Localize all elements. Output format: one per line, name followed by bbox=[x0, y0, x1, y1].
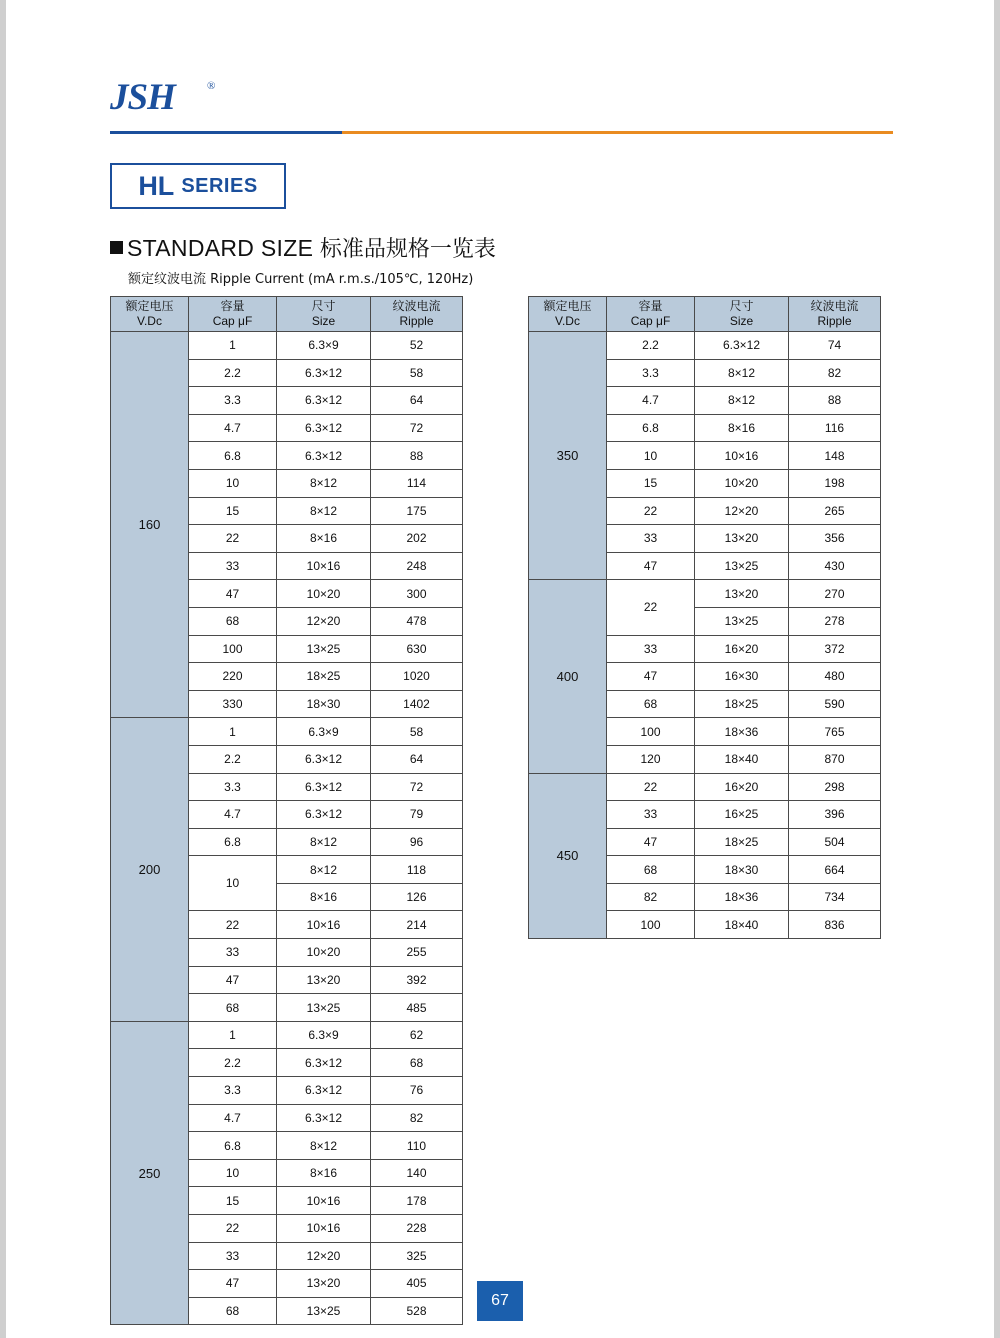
cell-capacitance: 2.2 bbox=[189, 359, 277, 387]
cell-ripple: 278 bbox=[789, 607, 881, 635]
table-row bbox=[529, 580, 881, 608]
header-cap-cn: 容量 bbox=[638, 299, 663, 313]
cell-capacitance: 100 bbox=[189, 635, 277, 663]
cell-voltage: 350 bbox=[529, 332, 607, 580]
cell-size: 8×12 bbox=[277, 1132, 371, 1160]
series-badge bbox=[110, 163, 286, 209]
table-row bbox=[529, 332, 881, 360]
cell-ripple: 480 bbox=[789, 663, 881, 691]
header-voltage-en: V.Dc bbox=[137, 314, 162, 328]
cell-capacitance: 47 bbox=[607, 552, 695, 580]
table-row bbox=[111, 332, 463, 360]
cell-capacitance: 3.3 bbox=[607, 359, 695, 387]
header-size bbox=[277, 297, 371, 332]
table-head bbox=[111, 297, 463, 332]
header-voltage-cn: 额定电压 bbox=[543, 299, 592, 313]
cell-ripple: 58 bbox=[371, 359, 463, 387]
cell-ripple: 405 bbox=[371, 1270, 463, 1298]
page-number-badge: 67 bbox=[477, 1281, 523, 1321]
cell-ripple: 76 bbox=[371, 1077, 463, 1105]
cell-size: 10×16 bbox=[277, 552, 371, 580]
cell-size: 10×16 bbox=[695, 442, 789, 470]
brand-logo-text: JSH bbox=[110, 77, 175, 118]
table-row bbox=[111, 718, 463, 746]
cell-capacitance: 22 bbox=[189, 1215, 277, 1243]
header-ripple-en: Ripple bbox=[817, 314, 852, 328]
table-body-left bbox=[111, 332, 463, 1325]
cell-size: 18×40 bbox=[695, 911, 789, 939]
cell-ripple: 118 bbox=[371, 856, 463, 884]
cell-ripple: 478 bbox=[371, 607, 463, 635]
cell-size: 16×20 bbox=[695, 635, 789, 663]
cell-size: 10×16 bbox=[277, 911, 371, 939]
cell-capacitance: 10 bbox=[189, 1159, 277, 1187]
cell-size: 16×30 bbox=[695, 663, 789, 691]
cell-size: 12×20 bbox=[695, 497, 789, 525]
cell-size: 18×36 bbox=[695, 718, 789, 746]
cell-ripple: 590 bbox=[789, 690, 881, 718]
header-ripple-cn: 纹波电流 bbox=[392, 299, 441, 313]
section-title-en: STANDARD SIZE bbox=[127, 235, 320, 261]
cell-capacitance: 15 bbox=[189, 1187, 277, 1215]
cell-capacitance: 4.7 bbox=[607, 387, 695, 415]
cell-capacitance: 120 bbox=[607, 745, 695, 773]
cell-size: 8×12 bbox=[277, 469, 371, 497]
cell-ripple: 214 bbox=[371, 911, 463, 939]
cell-size: 8×12 bbox=[695, 387, 789, 415]
header-rule bbox=[110, 131, 893, 134]
cell-ripple: 64 bbox=[371, 745, 463, 773]
cell-ripple: 836 bbox=[789, 911, 881, 939]
cell-capacitance: 4.7 bbox=[189, 801, 277, 829]
cell-size: 8×12 bbox=[277, 497, 371, 525]
cell-size: 10×16 bbox=[277, 1215, 371, 1243]
cell-capacitance: 47 bbox=[607, 663, 695, 691]
table-row bbox=[529, 773, 881, 801]
cell-capacitance: 100 bbox=[607, 718, 695, 746]
cell-size: 10×20 bbox=[695, 469, 789, 497]
cell-capacitance: 68 bbox=[189, 1297, 277, 1325]
cell-ripple: 110 bbox=[371, 1132, 463, 1160]
cell-capacitance: 47 bbox=[607, 828, 695, 856]
cell-capacitance: 2.2 bbox=[189, 1049, 277, 1077]
cell-capacitance: 22 bbox=[607, 497, 695, 525]
cell-capacitance: 22 bbox=[189, 911, 277, 939]
cell-size: 18×40 bbox=[695, 745, 789, 773]
header-cap-en: Cap μF bbox=[630, 314, 671, 328]
table-header-row bbox=[529, 297, 881, 332]
cell-ripple: 74 bbox=[789, 332, 881, 360]
cell-size: 13×20 bbox=[277, 966, 371, 994]
cell-ripple: 356 bbox=[789, 525, 881, 553]
cell-capacitance: 1 bbox=[189, 1021, 277, 1049]
cell-ripple: 68 bbox=[371, 1049, 463, 1077]
cell-ripple: 765 bbox=[789, 718, 881, 746]
cell-ripple: 248 bbox=[371, 552, 463, 580]
cell-ripple: 270 bbox=[789, 580, 881, 608]
cell-ripple: 72 bbox=[371, 773, 463, 801]
cell-ripple: 392 bbox=[371, 966, 463, 994]
cell-ripple: 1020 bbox=[371, 663, 463, 691]
cell-ripple: 870 bbox=[789, 745, 881, 773]
header-voltage bbox=[529, 297, 607, 332]
header-cap-en: Cap μF bbox=[212, 314, 253, 328]
cell-ripple: 126 bbox=[371, 883, 463, 911]
cell-capacitance: 68 bbox=[189, 994, 277, 1022]
cell-capacitance: 100 bbox=[607, 911, 695, 939]
cell-ripple: 64 bbox=[371, 387, 463, 415]
cell-capacitance: 33 bbox=[607, 801, 695, 829]
section-title-cn: 标准品规格一览表 bbox=[319, 237, 496, 262]
brand-logo bbox=[110, 78, 230, 122]
cell-ripple: 485 bbox=[371, 994, 463, 1022]
cell-capacitance: 68 bbox=[189, 607, 277, 635]
page-edge-right bbox=[994, 0, 1000, 1338]
cell-ripple: 178 bbox=[371, 1187, 463, 1215]
cell-capacitance: 3.3 bbox=[189, 1077, 277, 1105]
cell-ripple: 630 bbox=[371, 635, 463, 663]
cell-size: 6.3×12 bbox=[277, 773, 371, 801]
cell-ripple: 255 bbox=[371, 939, 463, 967]
cell-voltage: 450 bbox=[529, 773, 607, 939]
cell-ripple: 1402 bbox=[371, 690, 463, 718]
cell-size: 10×16 bbox=[277, 1187, 371, 1215]
cell-ripple: 528 bbox=[371, 1297, 463, 1325]
cell-size: 8×12 bbox=[277, 828, 371, 856]
section-title bbox=[110, 232, 496, 263]
header-ripple-en: Ripple bbox=[399, 314, 434, 328]
header-size-cn: 尺寸 bbox=[729, 299, 754, 313]
cell-ripple: 396 bbox=[789, 801, 881, 829]
cell-size: 6.3×12 bbox=[277, 1077, 371, 1105]
cell-capacitance: 33 bbox=[607, 635, 695, 663]
cell-capacitance: 68 bbox=[607, 690, 695, 718]
cell-ripple: 96 bbox=[371, 828, 463, 856]
cell-capacitance: 3.3 bbox=[189, 773, 277, 801]
cell-ripple: 504 bbox=[789, 828, 881, 856]
cell-capacitance: 6.8 bbox=[607, 414, 695, 442]
cell-ripple: 265 bbox=[789, 497, 881, 525]
cell-size: 18×25 bbox=[277, 663, 371, 691]
cell-size: 6.3×12 bbox=[277, 1104, 371, 1132]
header-voltage-cn: 额定电压 bbox=[125, 299, 174, 313]
cell-size: 18×30 bbox=[695, 856, 789, 884]
cell-capacitance: 10 bbox=[189, 856, 277, 911]
cell-size: 8×12 bbox=[695, 359, 789, 387]
cell-capacitance: 2.2 bbox=[607, 332, 695, 360]
cell-capacitance: 1 bbox=[189, 332, 277, 360]
table-head bbox=[529, 297, 881, 332]
header-ripple-cn: 纹波电流 bbox=[810, 299, 859, 313]
cell-capacitance: 4.7 bbox=[189, 414, 277, 442]
cell-ripple: 72 bbox=[371, 414, 463, 442]
section-subtitle-text: 额定纹波电流 Ripple Current (mA r.m.s./105℃, 120Hz) bbox=[128, 272, 474, 287]
cell-size: 13×25 bbox=[277, 1297, 371, 1325]
cell-size: 6.3×12 bbox=[695, 332, 789, 360]
registered-mark-icon: ® bbox=[207, 80, 216, 92]
cell-ripple: 88 bbox=[789, 387, 881, 415]
cell-ripple: 175 bbox=[371, 497, 463, 525]
table-body-right bbox=[529, 332, 881, 939]
cell-ripple: 116 bbox=[789, 414, 881, 442]
cell-capacitance: 22 bbox=[607, 580, 695, 635]
bullet-square-icon bbox=[110, 241, 123, 254]
cell-capacitance: 15 bbox=[189, 497, 277, 525]
cell-size: 10×20 bbox=[277, 939, 371, 967]
cell-size: 6.3×12 bbox=[277, 359, 371, 387]
cell-size: 18×25 bbox=[695, 828, 789, 856]
cell-capacitance: 47 bbox=[189, 580, 277, 608]
cell-capacitance: 10 bbox=[607, 442, 695, 470]
header-cap bbox=[607, 297, 695, 332]
cell-size: 8×16 bbox=[277, 525, 371, 553]
cell-ripple: 148 bbox=[789, 442, 881, 470]
cell-size: 6.3×9 bbox=[277, 718, 371, 746]
cell-size: 13×25 bbox=[695, 607, 789, 635]
cell-capacitance: 33 bbox=[189, 552, 277, 580]
header-ripple bbox=[371, 297, 463, 332]
cell-ripple: 140 bbox=[371, 1159, 463, 1187]
cell-size: 6.3×12 bbox=[277, 1049, 371, 1077]
cell-capacitance: 15 bbox=[607, 469, 695, 497]
cell-size: 16×20 bbox=[695, 773, 789, 801]
header-size-en: Size bbox=[729, 314, 754, 328]
cell-capacitance: 33 bbox=[607, 525, 695, 553]
cell-size: 6.3×12 bbox=[277, 801, 371, 829]
cell-ripple: 664 bbox=[789, 856, 881, 884]
cell-ripple: 430 bbox=[789, 552, 881, 580]
cell-size: 18×25 bbox=[695, 690, 789, 718]
section-subtitle bbox=[128, 268, 473, 287]
cell-voltage: 400 bbox=[529, 580, 607, 773]
cell-size: 6.3×9 bbox=[277, 1021, 371, 1049]
cell-ripple: 300 bbox=[371, 580, 463, 608]
cell-capacitance: 6.8 bbox=[189, 1132, 277, 1160]
cell-capacitance: 6.8 bbox=[189, 442, 277, 470]
series-name: HL bbox=[138, 170, 175, 201]
cell-size: 12×20 bbox=[277, 1242, 371, 1270]
cell-size: 13×25 bbox=[277, 635, 371, 663]
cell-size: 13×20 bbox=[695, 580, 789, 608]
cell-capacitance: 10 bbox=[189, 469, 277, 497]
header-size bbox=[695, 297, 789, 332]
cell-ripple: 114 bbox=[371, 469, 463, 497]
cell-size: 16×25 bbox=[695, 801, 789, 829]
cell-ripple: 79 bbox=[371, 801, 463, 829]
cell-voltage: 200 bbox=[111, 718, 189, 1022]
cell-ripple: 62 bbox=[371, 1021, 463, 1049]
cell-size: 8×12 bbox=[277, 856, 371, 884]
cell-size: 6.3×12 bbox=[277, 442, 371, 470]
header-voltage bbox=[111, 297, 189, 332]
cell-capacitance: 47 bbox=[189, 1270, 277, 1298]
cell-voltage: 160 bbox=[111, 332, 189, 718]
cell-ripple: 82 bbox=[789, 359, 881, 387]
cell-ripple: 58 bbox=[371, 718, 463, 746]
cell-size: 6.3×9 bbox=[277, 332, 371, 360]
cell-capacitance: 33 bbox=[189, 1242, 277, 1270]
cell-size: 13×20 bbox=[695, 525, 789, 553]
header-rule-orange bbox=[342, 131, 893, 134]
cell-ripple: 734 bbox=[789, 883, 881, 911]
cell-capacitance: 6.8 bbox=[189, 828, 277, 856]
cell-capacitance: 47 bbox=[189, 966, 277, 994]
cell-size: 12×20 bbox=[277, 607, 371, 635]
cell-ripple: 88 bbox=[371, 442, 463, 470]
cell-ripple: 52 bbox=[371, 332, 463, 360]
cell-ripple: 228 bbox=[371, 1215, 463, 1243]
cell-size: 8×16 bbox=[277, 1159, 371, 1187]
header-ripple bbox=[789, 297, 881, 332]
cell-ripple: 372 bbox=[789, 635, 881, 663]
series-word: SERIES bbox=[181, 174, 258, 197]
cell-size: 8×16 bbox=[695, 414, 789, 442]
cell-size: 10×20 bbox=[277, 580, 371, 608]
cell-ripple: 202 bbox=[371, 525, 463, 553]
header-size-en: Size bbox=[311, 314, 336, 328]
cell-ripple: 198 bbox=[789, 469, 881, 497]
header-rule-blue bbox=[110, 131, 342, 134]
cell-ripple: 325 bbox=[371, 1242, 463, 1270]
cell-capacitance: 4.7 bbox=[189, 1104, 277, 1132]
spec-table-right bbox=[528, 296, 881, 939]
header-cap-cn: 容量 bbox=[220, 299, 245, 313]
header-voltage-en: V.Dc bbox=[555, 314, 580, 328]
spec-table-left bbox=[110, 296, 463, 1325]
cell-size: 6.3×12 bbox=[277, 387, 371, 415]
cell-ripple: 82 bbox=[371, 1104, 463, 1132]
cell-capacitance: 330 bbox=[189, 690, 277, 718]
cell-capacitance: 22 bbox=[189, 525, 277, 553]
cell-size: 13×20 bbox=[277, 1270, 371, 1298]
cell-size: 13×25 bbox=[277, 994, 371, 1022]
table-row bbox=[111, 1021, 463, 1049]
header-size-cn: 尺寸 bbox=[311, 299, 336, 313]
cell-capacitance: 22 bbox=[607, 773, 695, 801]
cell-size: 6.3×12 bbox=[277, 414, 371, 442]
cell-capacitance: 68 bbox=[607, 856, 695, 884]
cell-voltage: 250 bbox=[111, 1021, 189, 1325]
cell-ripple: 298 bbox=[789, 773, 881, 801]
cell-size: 6.3×12 bbox=[277, 745, 371, 773]
cell-capacitance: 3.3 bbox=[189, 387, 277, 415]
cell-capacitance: 220 bbox=[189, 663, 277, 691]
cell-size: 18×36 bbox=[695, 883, 789, 911]
header-cap bbox=[189, 297, 277, 332]
table-header-row bbox=[111, 297, 463, 332]
cell-capacitance: 82 bbox=[607, 883, 695, 911]
cell-size: 8×16 bbox=[277, 883, 371, 911]
page-edge-left bbox=[0, 0, 6, 1338]
cell-capacitance: 2.2 bbox=[189, 745, 277, 773]
cell-capacitance: 33 bbox=[189, 939, 277, 967]
cell-size: 13×25 bbox=[695, 552, 789, 580]
cell-size: 18×30 bbox=[277, 690, 371, 718]
cell-capacitance: 1 bbox=[189, 718, 277, 746]
